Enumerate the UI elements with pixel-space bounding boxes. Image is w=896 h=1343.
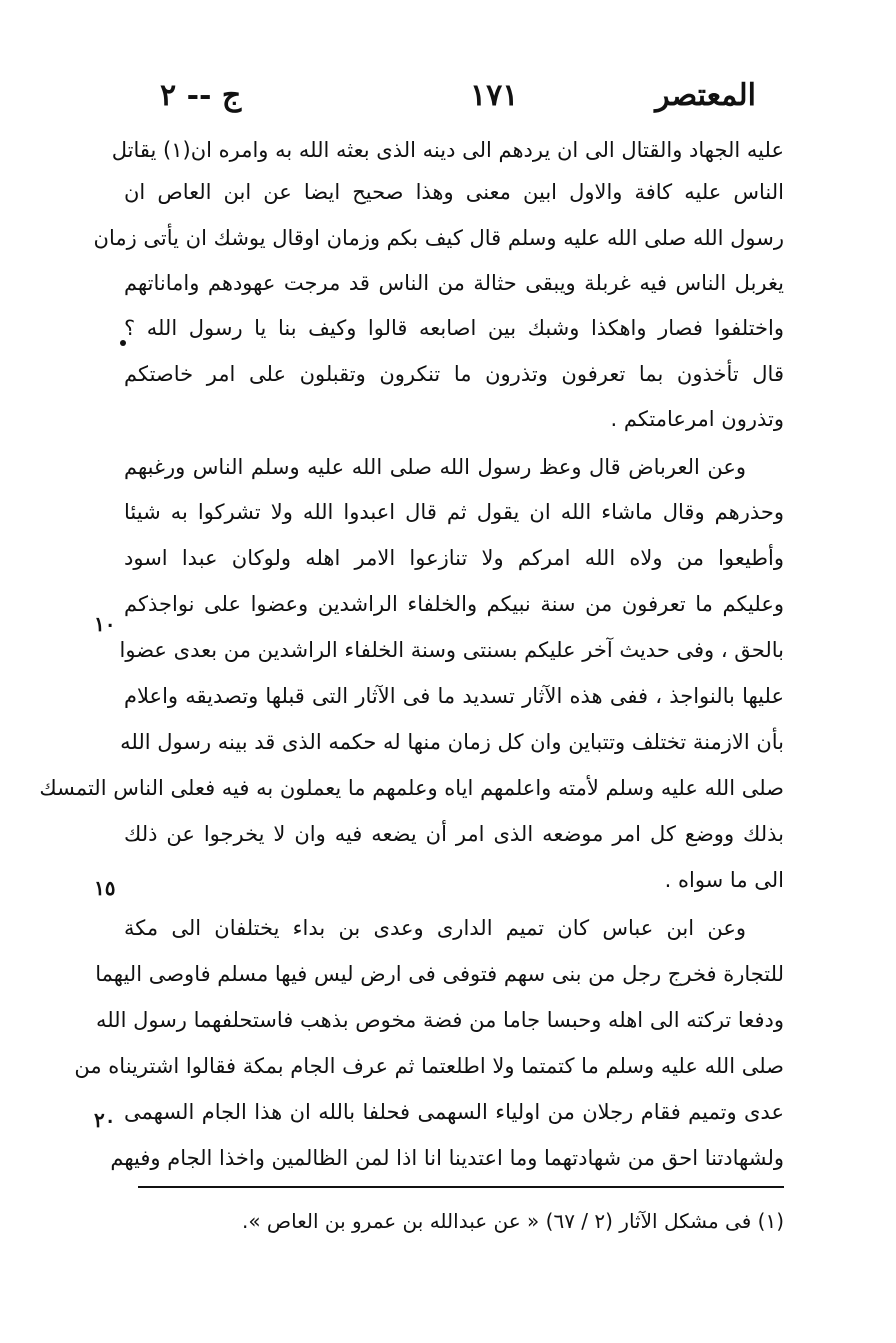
page-header <box>150 78 756 122</box>
text-line: بأن الازمنة تختلف وتتباين وان كل زمان منها له حكمه الذى قد بينه رسول الله <box>120 730 784 754</box>
footnote: (١) فى مشكل الآثار (٢ / ٦٧) « عن عبدالله بن عمرو بن العاص ». <box>241 1209 784 1233</box>
text-line: وعن ابن عباس كان تميم الدارى وعدى بن بداء يختلفان الى مكة <box>124 916 746 940</box>
line-number-10: ١٠ <box>94 612 116 636</box>
line-number-20: ٢٠ <box>94 1108 116 1132</box>
running-title: المعتصر <box>655 78 756 113</box>
text-line: قال تأخذون بما تعرفون وتذرون ما تنكرون وتقبلون على امر خاصتكم <box>124 362 784 386</box>
text-line: وعن العرباض قال وعظ رسول الله صلى الله عليه وسلم الناس ورغبهم <box>124 455 746 479</box>
text-line: يغربل الناس فيه غربلة ويبقى حثالة من الناس قد مرجت عهودهم واماناتهم <box>124 271 784 295</box>
text-line: صلى الله عليه وسلم لأمته واعلمهم اياه وعلمهم ما يعملون به فيه فعلى الناس التمسك <box>39 776 784 800</box>
line-number-15: ١٥ <box>94 876 116 900</box>
text-line: وتذرون امرعامتكم . <box>610 407 784 431</box>
text-line: صلى الله عليه وسلم ما كتمتما ولا اطلعتما ثم عرف الجام بمكة فقالوا اشتريناه من <box>74 1054 784 1078</box>
text-line: الى ما سواه . <box>664 868 784 892</box>
margin-dot <box>120 340 126 346</box>
volume-indicator: ج -- ٢ <box>160 78 242 113</box>
text-line: عليه الجهاد والقتال الى ان يردهم الى دينه الذى بعثه الله به وامره ان(١) يقاتل <box>111 138 784 162</box>
text-line: الناس عليه كافة والاول ابين معنى وهذا صحيح ايضا عن ابن العاص ان <box>124 180 784 204</box>
text-line: بذلك ووضع كل امر موضعه الذى امر أن يضعه فيه وان لا يخرجوا عن ذلك <box>124 822 784 846</box>
footnote-separator <box>138 1186 784 1188</box>
text-line: وعليكم ما تعرفون من سنة نبيكم والخلفاء الراشدين وعضوا على نواجذكم <box>124 592 784 616</box>
page-number: ١٧١ <box>470 78 519 113</box>
text-line: للتجارة فخرج رجل من بنى سهم فتوفى فى ارض ليس فيها مسلم فاوصى اليهما <box>95 962 784 986</box>
text-line: عليها بالنواجذ ، ففى هذه الآثار تسديد ما فى الآثار التى قبلها وتصديقه واعلام <box>124 684 784 708</box>
text-line: عدى وتميم فقام رجلان من اولياء السهمى فحلفا بالله ان هذا الجام السهمى <box>124 1100 784 1124</box>
text-line: وحذرهم وقال ماشاء الله ان يقول ثم قال اعبدوا الله ولا تشركوا به شيئا <box>124 500 784 524</box>
text-line: رسول الله صلى الله عليه وسلم قال كيف بكم وزمان اوقال يوشك ان يأتى زمان <box>93 226 784 250</box>
text-line: ولشهادتنا احق من شهادتهما وما اعتدينا انا اذا لمن الظالمين واخذا الجام وفيهم <box>110 1146 784 1170</box>
text-line: واختلفوا فصار واهكذا وشبك بين اصابعه قالوا وكيف بنا يا رسول الله ؟ <box>124 316 784 340</box>
text-line: وأطيعوا من ولاه الله امركم ولا تنازعوا الامر اهله ولوكان عبدا اسود <box>124 546 784 570</box>
text-line: بالحق ، وفى حديث آخر عليكم بسنتى وسنة الخلفاء الراشدين من بعدى عضوا <box>119 638 784 662</box>
text-line: ودفعا تركته الى اهله وحبسا جاما من فضة مخوص بذهب فاستحلفهما رسول الله <box>95 1008 784 1032</box>
